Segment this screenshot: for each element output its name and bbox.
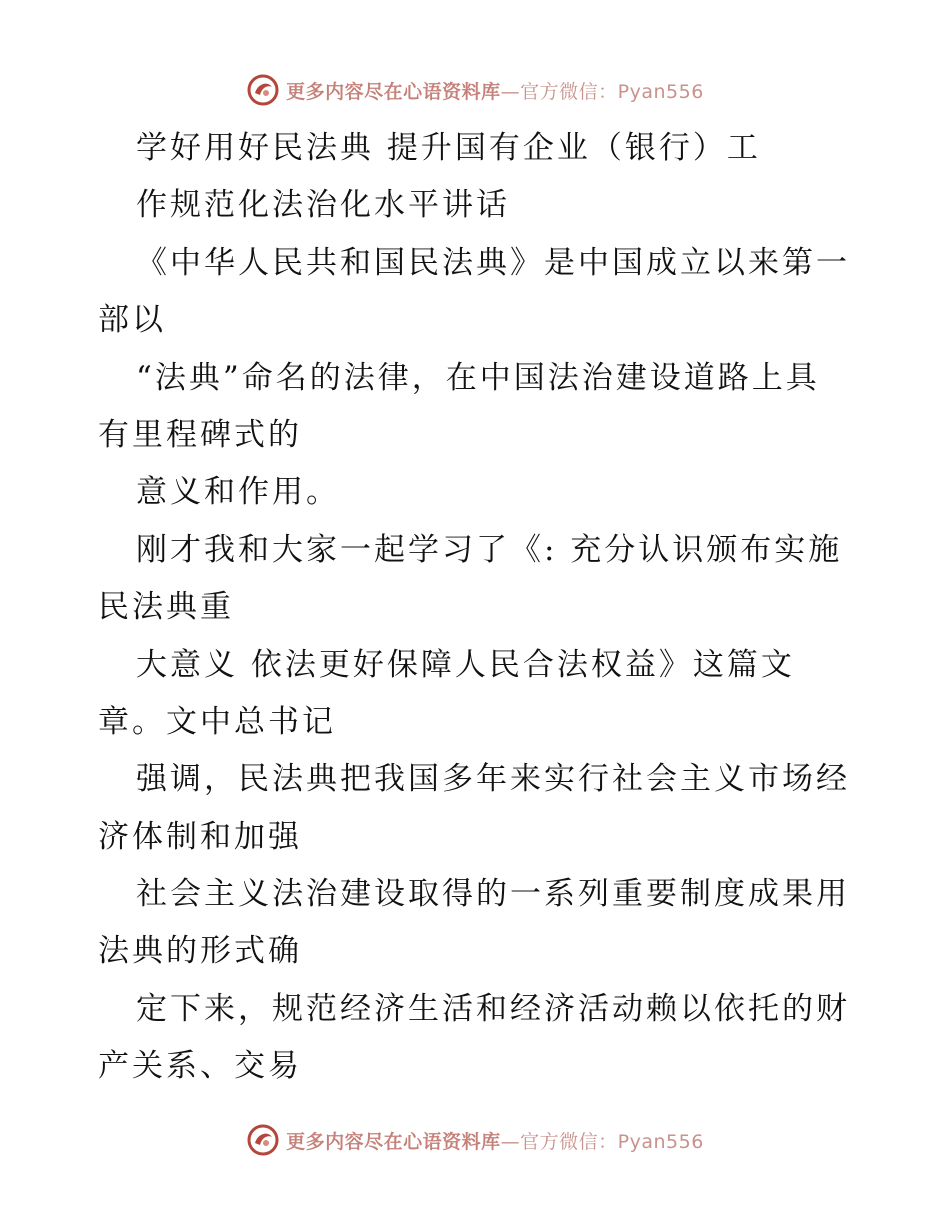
text-line: 部以	[98, 302, 166, 339]
footer-banner	[0, 1120, 950, 1160]
banner-text	[286, 1127, 704, 1154]
swirl-logo-icon	[246, 1123, 280, 1157]
banner-main-text: 更多内容尽在心语资料库	[286, 1130, 501, 1153]
swirl-logo-icon	[246, 73, 280, 107]
document-body	[98, 120, 858, 1096]
text-line: 意义和作用。	[136, 474, 340, 511]
text-line: 强调，民法典把我国多年来实行社会主义市场经	[136, 761, 850, 798]
text-line: 济体制和加强	[98, 818, 302, 855]
banner-sub-text: 官方微信：Pyan556	[520, 80, 704, 103]
banner-main-text: 更多内容尽在心语资料库	[286, 80, 501, 103]
text-line: 法典的形式确	[98, 933, 302, 970]
text-line: 有里程碑式的	[98, 416, 302, 453]
banner-separator: —	[500, 1130, 521, 1153]
text-line: 作规范化法治化水平讲话	[136, 187, 510, 224]
text-line: 社会主义法治建设取得的一系列重要制度成果用	[136, 876, 850, 913]
banner-text	[286, 77, 704, 104]
text-line: 学好用好民法典 提升国有企业（银行）工	[136, 130, 761, 166]
header-banner	[0, 70, 950, 110]
text-line: “法典”命名的法律，在中国法治建设道路上具	[136, 359, 820, 396]
text-line: 定下来，规范经济生活和经济活动赖以依托的财	[136, 990, 850, 1027]
text-line: 大意义 依法更好保障人民合法权益》这篇文	[136, 646, 795, 683]
banner-sub-text: 官方微信：Pyan556	[520, 1130, 704, 1153]
banner-separator: —	[500, 80, 521, 103]
text-line: 刚才我和大家一起学习了《: 充分认识颁布实施	[136, 531, 843, 568]
text-line: 《中华人民共和国民法典》是中国成立以来第一	[136, 244, 850, 281]
text-line: 产关系、交易	[98, 1048, 302, 1085]
text-line: 章。文中总书记	[98, 703, 336, 740]
text-line: 民法典重	[98, 589, 234, 626]
